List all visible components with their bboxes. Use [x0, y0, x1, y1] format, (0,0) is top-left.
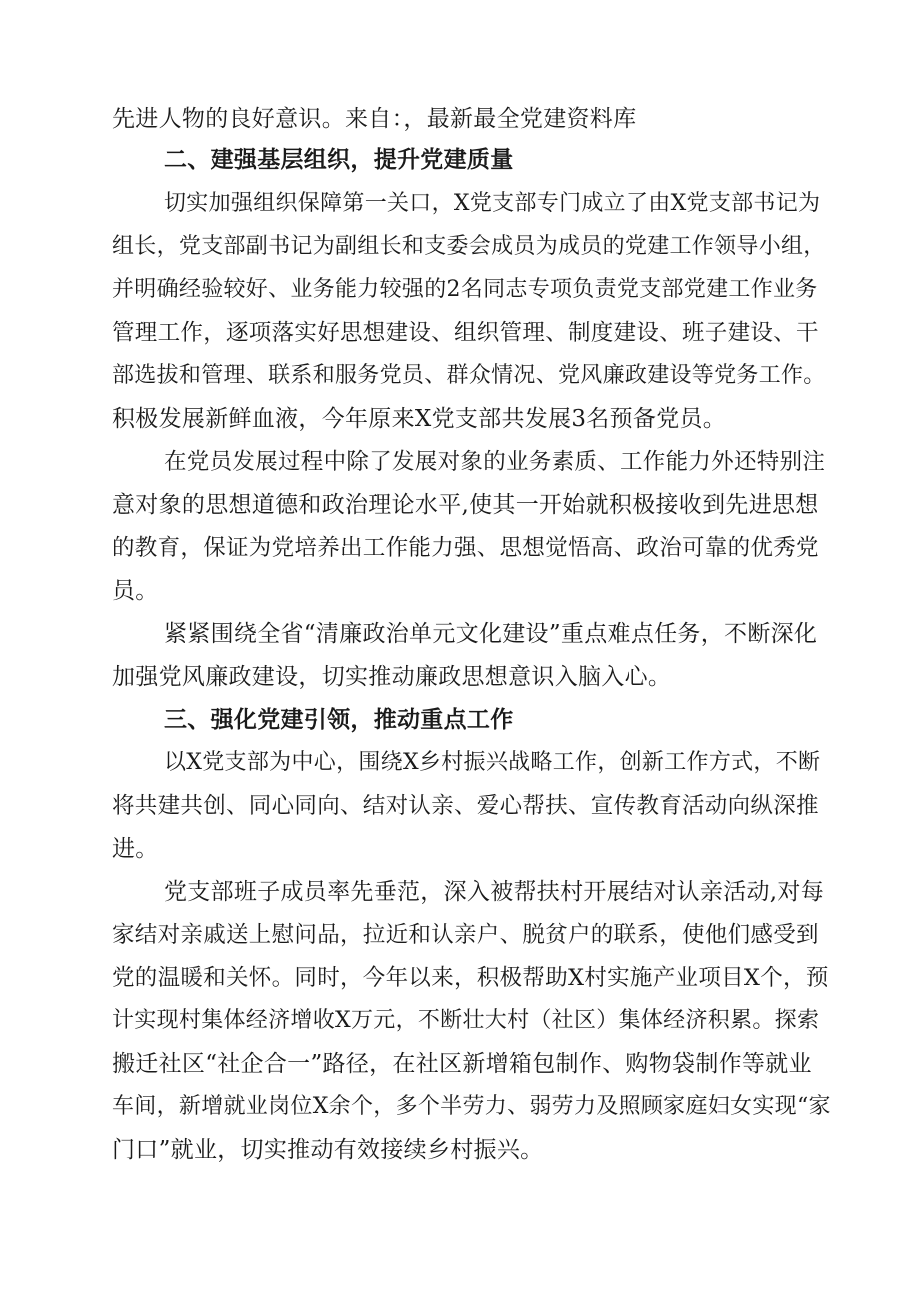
text-line: 在党员发展过程中除了发展对象的业务素质、工作能力外还特别注: [164, 449, 826, 475]
text-line: 的教育，保证为党培养出工作能力强、思想觉悟高、政治可靠的优秀党: [112, 535, 819, 561]
text-line: 将共建共创、同心同向、结对认亲、爱心帮扶、宣传教育活动向纵深推: [112, 793, 819, 819]
text-line: 党的温暖和关怀。同时，今年以来，积极帮助X村实施产业项目X个，预: [112, 965, 829, 991]
text-line: 部选拔和管理、联系和服务党员、群众情况、党风廉政建设等党务工作。: [112, 363, 826, 388]
text-line: 组长，党支部副书记为副组长和支委会成员为成员的党建工作领导小组，: [112, 234, 826, 259]
text-line: 党支部班子成员率先垂范，深入被帮扶村开展结对认亲活动,对每: [164, 879, 825, 905]
text-line: 加强党风廉政建设，切实推动廉政思想意识入脑入心。: [112, 664, 672, 690]
text-line: 先进人物的良好意识。来自：，最新最全党建资料库: [112, 106, 637, 132]
text-line: 积极发展新鲜血液，今年原来X党支部共发展3名预备党员。: [112, 406, 727, 432]
text-line: 切实加强组织保障第一关口，X党支部专门成立了由X党支部书记为: [164, 191, 821, 216]
text-line: 计实现村集体经济增收X万元，不断壮大村（社区）集体经济积累。探索: [112, 1008, 820, 1033]
text-line: 并明确经验较好、业务能力较强的2名同志专项负责党支部党建工作业务: [112, 277, 818, 302]
text-line: 门口”就业，切实推动有效接续乡村振兴。: [112, 1137, 544, 1163]
text-line: 搬迁社区“社企合一”路径，在社区新增箱包制作、购物袋制作等就业: [112, 1051, 812, 1077]
text-line: 员。: [112, 578, 159, 604]
text-line: 以X党支部为中心，围绕X乡村振兴战略工作，创新工作方式，不断: [164, 750, 821, 775]
text-line: 紧紧围绕全省“清廉政治单元文化建设”重点难点任务，不断深化: [164, 621, 818, 647]
section-heading-3: 三、强化党建引领，推动重点工作: [164, 707, 514, 733]
text-line: 家结对亲戚送上慰问品，拉近和认亲户、脱贫户的联系，使他们感受到: [112, 922, 819, 948]
text-line: 车间，新增就业岗位X余个，多个半劳力、弱劳力及照顾家庭妇女实现“家: [112, 1094, 831, 1119]
section-heading-2: 二、建强基层组织，提升党建质量: [164, 147, 514, 173]
text-line: 意对象的思想道德和政治理论水平,使其一开始就积极接收到先进思想: [112, 492, 819, 518]
text-line: 管理工作，逐项落实好思想建设、组织管理、制度建设、班子建设、干: [112, 320, 819, 346]
text-line: 进。: [112, 836, 159, 862]
